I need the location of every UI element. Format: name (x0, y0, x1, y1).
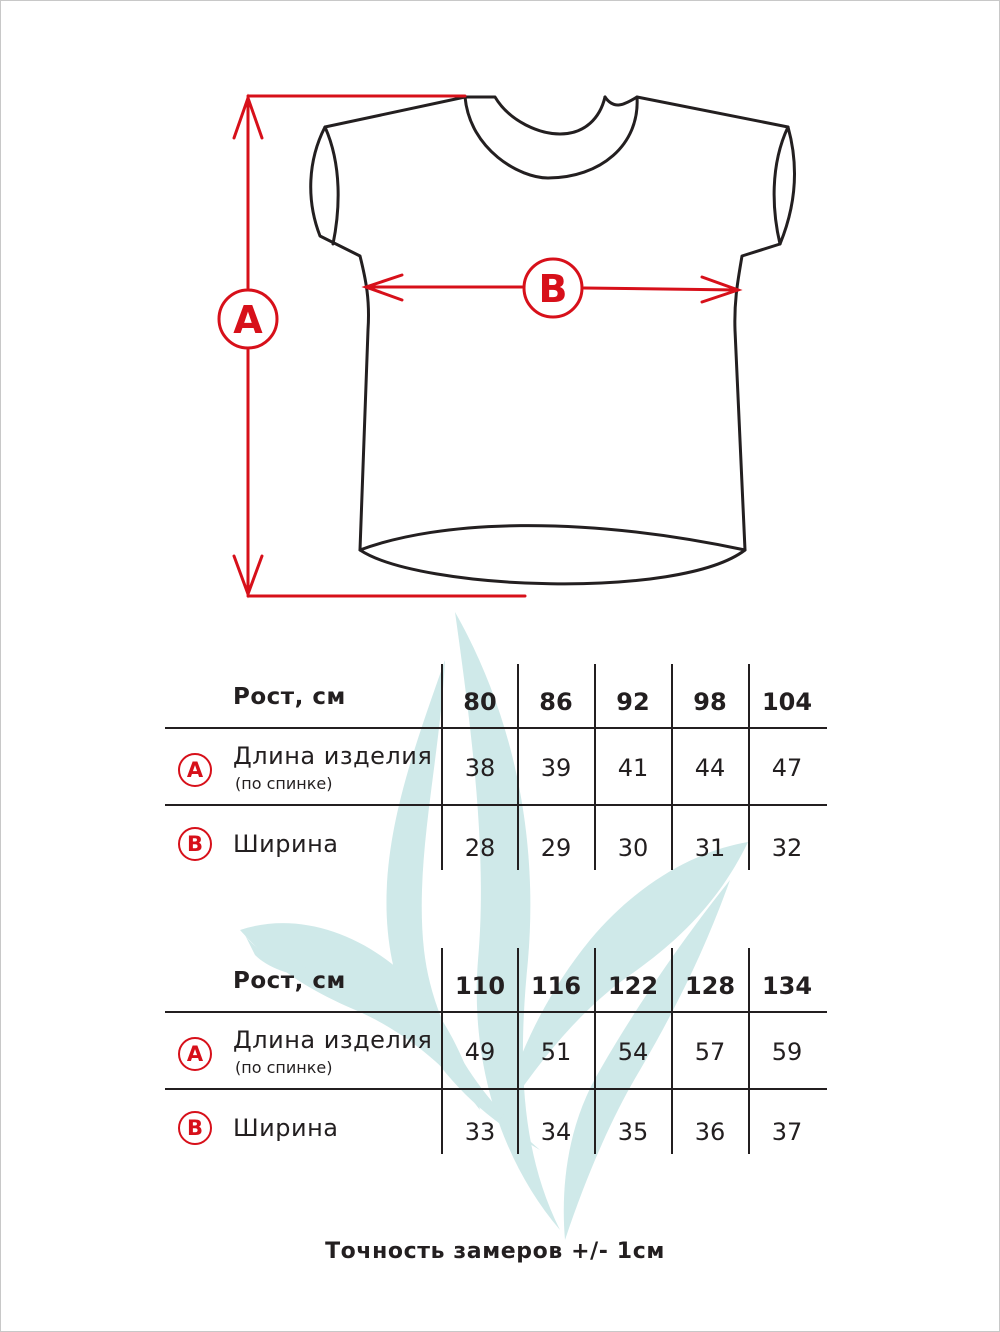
measurement-accuracy-note: Точность замеров +/- 1см (325, 1239, 665, 1264)
row-label-width: Ширина (233, 1114, 339, 1142)
table-cell: 41 (617, 754, 649, 782)
size-header-label: Рост, см (233, 684, 346, 710)
size-table-2 (0, 948, 1000, 1158)
tshirt-measurement-diagram (0, 0, 1000, 620)
size-header-label: Рост, см (233, 968, 346, 994)
measure-a-letter: A (233, 298, 263, 342)
row-label-width: Ширина (233, 830, 339, 858)
table-cell: 36 (694, 1118, 726, 1146)
row-label-length: Длина изделия (233, 742, 433, 770)
table-cell: 28 (464, 834, 496, 862)
table-cell: 31 (694, 834, 726, 862)
row-badge-a: A (178, 753, 212, 787)
table-cell: 30 (617, 834, 649, 862)
size-header-cell: 98 (693, 688, 727, 716)
size-header-cell: 80 (463, 688, 497, 716)
size-table-1 (0, 664, 1000, 874)
row-badge-b: B (178, 827, 212, 861)
row-badge-a: A (178, 1037, 212, 1071)
size-header-cell: 134 (761, 972, 813, 1000)
table-cell: 57 (694, 1038, 726, 1066)
row-sublabel: (по спинке) (235, 774, 333, 793)
table-cell: 29 (540, 834, 572, 862)
table-cell: 54 (617, 1038, 649, 1066)
row-sublabel: (по спинке) (235, 1058, 333, 1077)
table-cell: 51 (540, 1038, 572, 1066)
table-cell: 39 (540, 754, 572, 782)
tshirt-outline-icon (311, 97, 795, 584)
size-header-cell: 86 (539, 688, 573, 716)
size-header-cell: 92 (616, 688, 650, 716)
row-badge-b: B (178, 1111, 212, 1145)
size-header-cell: 104 (761, 688, 813, 716)
table-cell: 44 (694, 754, 726, 782)
row-label-length: Длина изделия (233, 1026, 433, 1054)
table-cell: 34 (540, 1118, 572, 1146)
table-cell: 32 (771, 834, 803, 862)
table-cell: 47 (771, 754, 803, 782)
size-header-cell: 128 (684, 972, 736, 1000)
table-cell: 59 (771, 1038, 803, 1066)
table-cell: 49 (464, 1038, 496, 1066)
table-cell: 38 (464, 754, 496, 782)
table-cell: 37 (771, 1118, 803, 1146)
size-header-cell: 110 (454, 972, 506, 1000)
size-header-cell: 122 (607, 972, 659, 1000)
table-cell: 35 (617, 1118, 649, 1146)
table-cell: 33 (464, 1118, 496, 1146)
size-header-cell: 116 (530, 972, 582, 1000)
measure-b-letter: B (538, 267, 568, 311)
measure-a-line (234, 96, 525, 596)
